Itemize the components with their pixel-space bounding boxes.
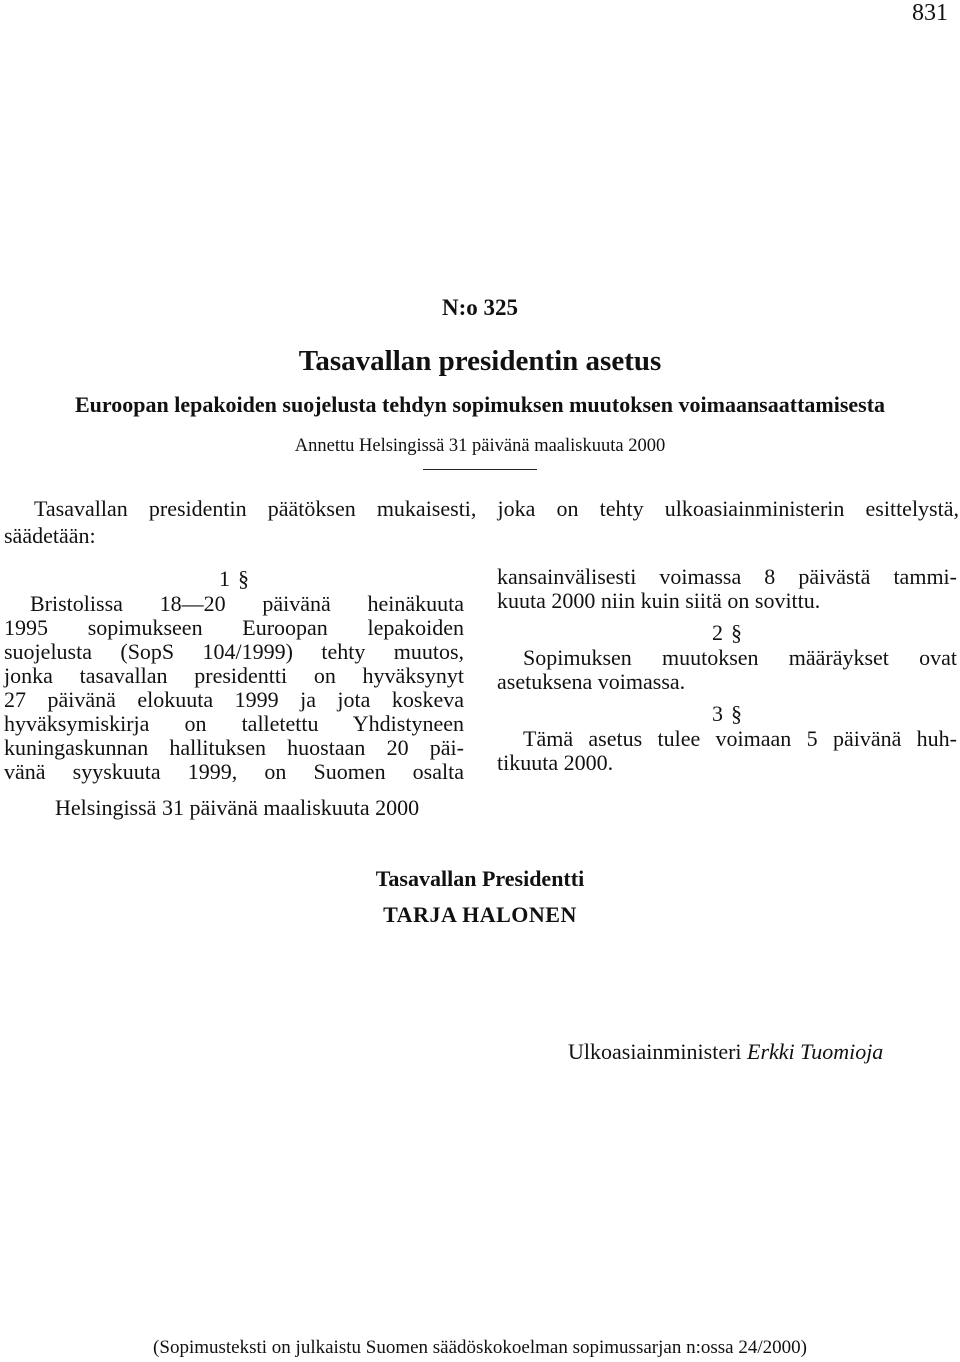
section-1-line: Bristolissa 18—20 päivänä heinäkuuta bbox=[30, 591, 464, 616]
page-title: Tasavallan presidentin asetus bbox=[298, 345, 662, 377]
section-1-line: hyväksymiskirja on talletettu Yhdistyneen bbox=[4, 711, 464, 736]
section-1-line: kuningaskunnan hallituksen huostaan 20 päi- bbox=[4, 735, 464, 760]
section-1-continuation-line: kuuta 2000 niin kuin siitä on sovittu. bbox=[497, 588, 821, 613]
president-name: TARJA HALONEN bbox=[383, 902, 577, 927]
minister-signature bbox=[568, 1039, 883, 1065]
signing-place-date: Helsingissä 31 päivänä maaliskuuta 2000 bbox=[55, 795, 420, 820]
section-sign: § bbox=[238, 566, 249, 591]
section-sign: § bbox=[731, 701, 742, 726]
section-2-heading bbox=[497, 619, 957, 646]
intro-line-2: säädetään: bbox=[4, 523, 96, 548]
footnote: (Sopimusteksti on julkaistu Suomen säädöskokoelman sopimussarjan n:ossa 24/2000) bbox=[153, 1337, 807, 1358]
right-column bbox=[497, 565, 957, 775]
section-1-line: vänä syyskuuta 1999, on Suomen osalta bbox=[4, 759, 464, 784]
section-3-line: tikuuta 2000. bbox=[497, 750, 614, 775]
minister-name: Erkki Tuomioja bbox=[747, 1039, 884, 1064]
decree-subtitle: Euroopan lepakoiden suojelusta tehdyn sopimuksen muutoksen voimaansaattamisesta bbox=[74, 392, 886, 417]
left-column bbox=[4, 565, 464, 784]
section-1-continuation-line: kansainvälisesti voimassa 8 päivästä tammi- bbox=[497, 564, 957, 589]
minister-title: Ulkoasiainministeri bbox=[568, 1039, 742, 1064]
section-2-line: Sopimuksen muutoksen määräykset ovat bbox=[523, 645, 957, 670]
section-1-line: 1995 sopimukseen Euroopan lepakoiden bbox=[4, 615, 464, 640]
intro-paragraph bbox=[4, 495, 959, 549]
section-3-heading bbox=[497, 700, 957, 727]
section-3-number: 3 bbox=[712, 701, 723, 726]
title-divider bbox=[423, 469, 537, 470]
section-1-heading bbox=[4, 565, 464, 592]
intro-line-1: Tasavallan presidentin päätöksen mukaisesti, joka on tehty ulkoasiainministerin esittelystä, bbox=[34, 496, 959, 521]
issued-line: Annettu Helsingissä 31 päivänä maaliskuuta 2000 bbox=[294, 436, 666, 456]
section-sign: § bbox=[731, 620, 742, 645]
section-2-line: asetuksena voimassa. bbox=[497, 669, 686, 694]
page-number: 831 bbox=[912, 0, 948, 26]
section-2-number: 2 bbox=[712, 620, 723, 645]
section-1-line: suojelusta (SopS 104/1999) tehty muutos, bbox=[4, 639, 464, 664]
section-1-line: 27 päivänä elokuuta 1999 ja jota koskeva bbox=[4, 687, 464, 712]
section-1-line: jonka tasavallan presidentti on hyväksynyt bbox=[4, 663, 464, 688]
section-3-line: Tämä asetus tulee voimaan 5 päivänä huh- bbox=[523, 726, 957, 751]
president-title: Tasavallan Presidentti bbox=[375, 866, 585, 891]
section-1-number: 1 bbox=[219, 566, 230, 591]
decree-number: N:o 325 bbox=[441, 295, 519, 320]
